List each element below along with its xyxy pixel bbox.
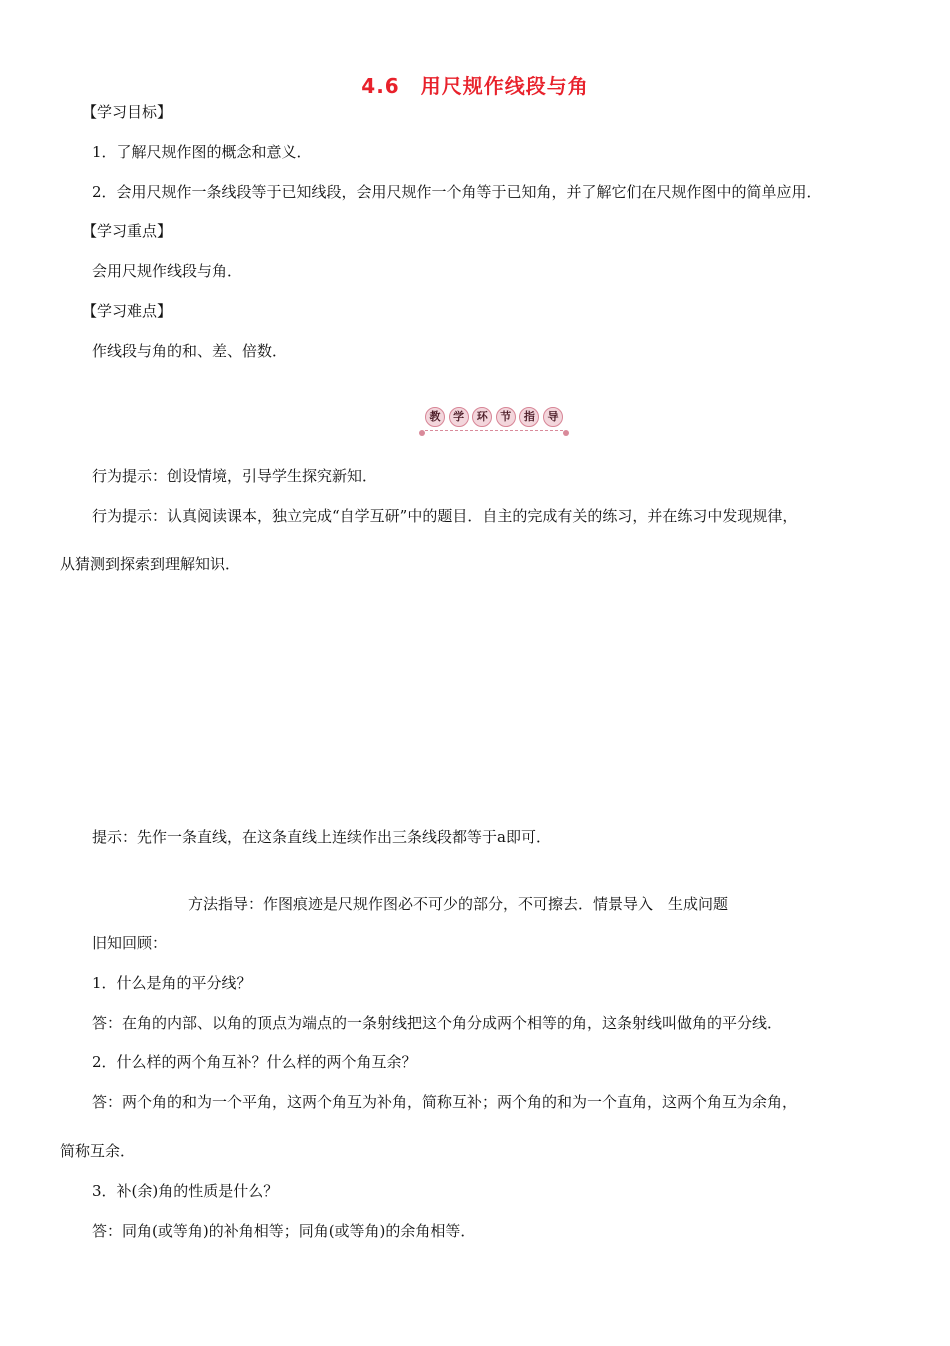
tip-text: 提示：先作一条直线，在这条直线上连续作出三条线段都等于a即可．	[92, 828, 551, 846]
banner-char: 教	[425, 407, 445, 427]
banner-dot-right	[563, 430, 569, 436]
page-title: 4.6 用尺规作线段与角	[361, 74, 589, 98]
review-heading: 旧知回顾：	[92, 934, 168, 952]
hint-1: 行为提示：创设情境，引导学生探究新知．	[92, 467, 378, 485]
banner-char: 指	[519, 407, 539, 427]
question-3: 3．补(余)角的性质是什么？	[92, 1182, 279, 1200]
question-1: 1．什么是角的平分线？	[92, 974, 252, 992]
hint-2-line1: 行为提示：认真阅读课本，独立完成“自学互研”中的题目．自主的完成有关的练习，并在练习中发现规律，	[92, 507, 798, 525]
method-guide: 方法指导：作图痕迹是尺规作图必不可少的部分，不可擦去．情景导入 生成问题	[188, 895, 729, 913]
banner-dot-left	[419, 430, 425, 436]
answer-3: 答：同角(或等角)的补角相等；同角(或等角)的余角相等．	[92, 1222, 476, 1240]
section-banner	[425, 404, 563, 431]
banner-char: 节	[496, 407, 516, 427]
banner-char: 导	[543, 407, 563, 427]
key-heading: 【学习重点】	[82, 222, 173, 240]
answer-1: 答：在角的内部、以角的顶点为端点的一条射线把这个角分成两个相等的角，这条射线叫做角的平分线．	[92, 1014, 783, 1032]
answer-2-line1: 答：两个角的和为一个平角，这两个角互为补角，简称互补；两个角的和为一个直角，这两个角互为余角，	[92, 1093, 798, 1111]
question-2: 2．什么样的两个角互补？什么样的两个角互余？	[92, 1053, 417, 1071]
goal-2: 2．会用尺规作一条线段等于已知线段，会用尺规作一个角等于已知角，并了解它们在尺规作图中的简单应用．	[92, 183, 822, 201]
difficulty-text: 作线段与角的和、差、倍数．	[92, 342, 288, 360]
key-text: 会用尺规作线段与角．	[92, 262, 243, 280]
banner-char: 学	[449, 407, 469, 427]
difficulty-heading: 【学习难点】	[82, 302, 173, 320]
goals-heading: 【学习目标】	[82, 103, 173, 121]
goal-1: 1．了解尺规作图的概念和意义．	[92, 143, 312, 161]
banner-char: 环	[472, 407, 492, 427]
answer-2-line2: 简称互余．	[60, 1142, 136, 1160]
hint-2-line2: 从猜测到探索到理解知识．	[60, 555, 241, 573]
